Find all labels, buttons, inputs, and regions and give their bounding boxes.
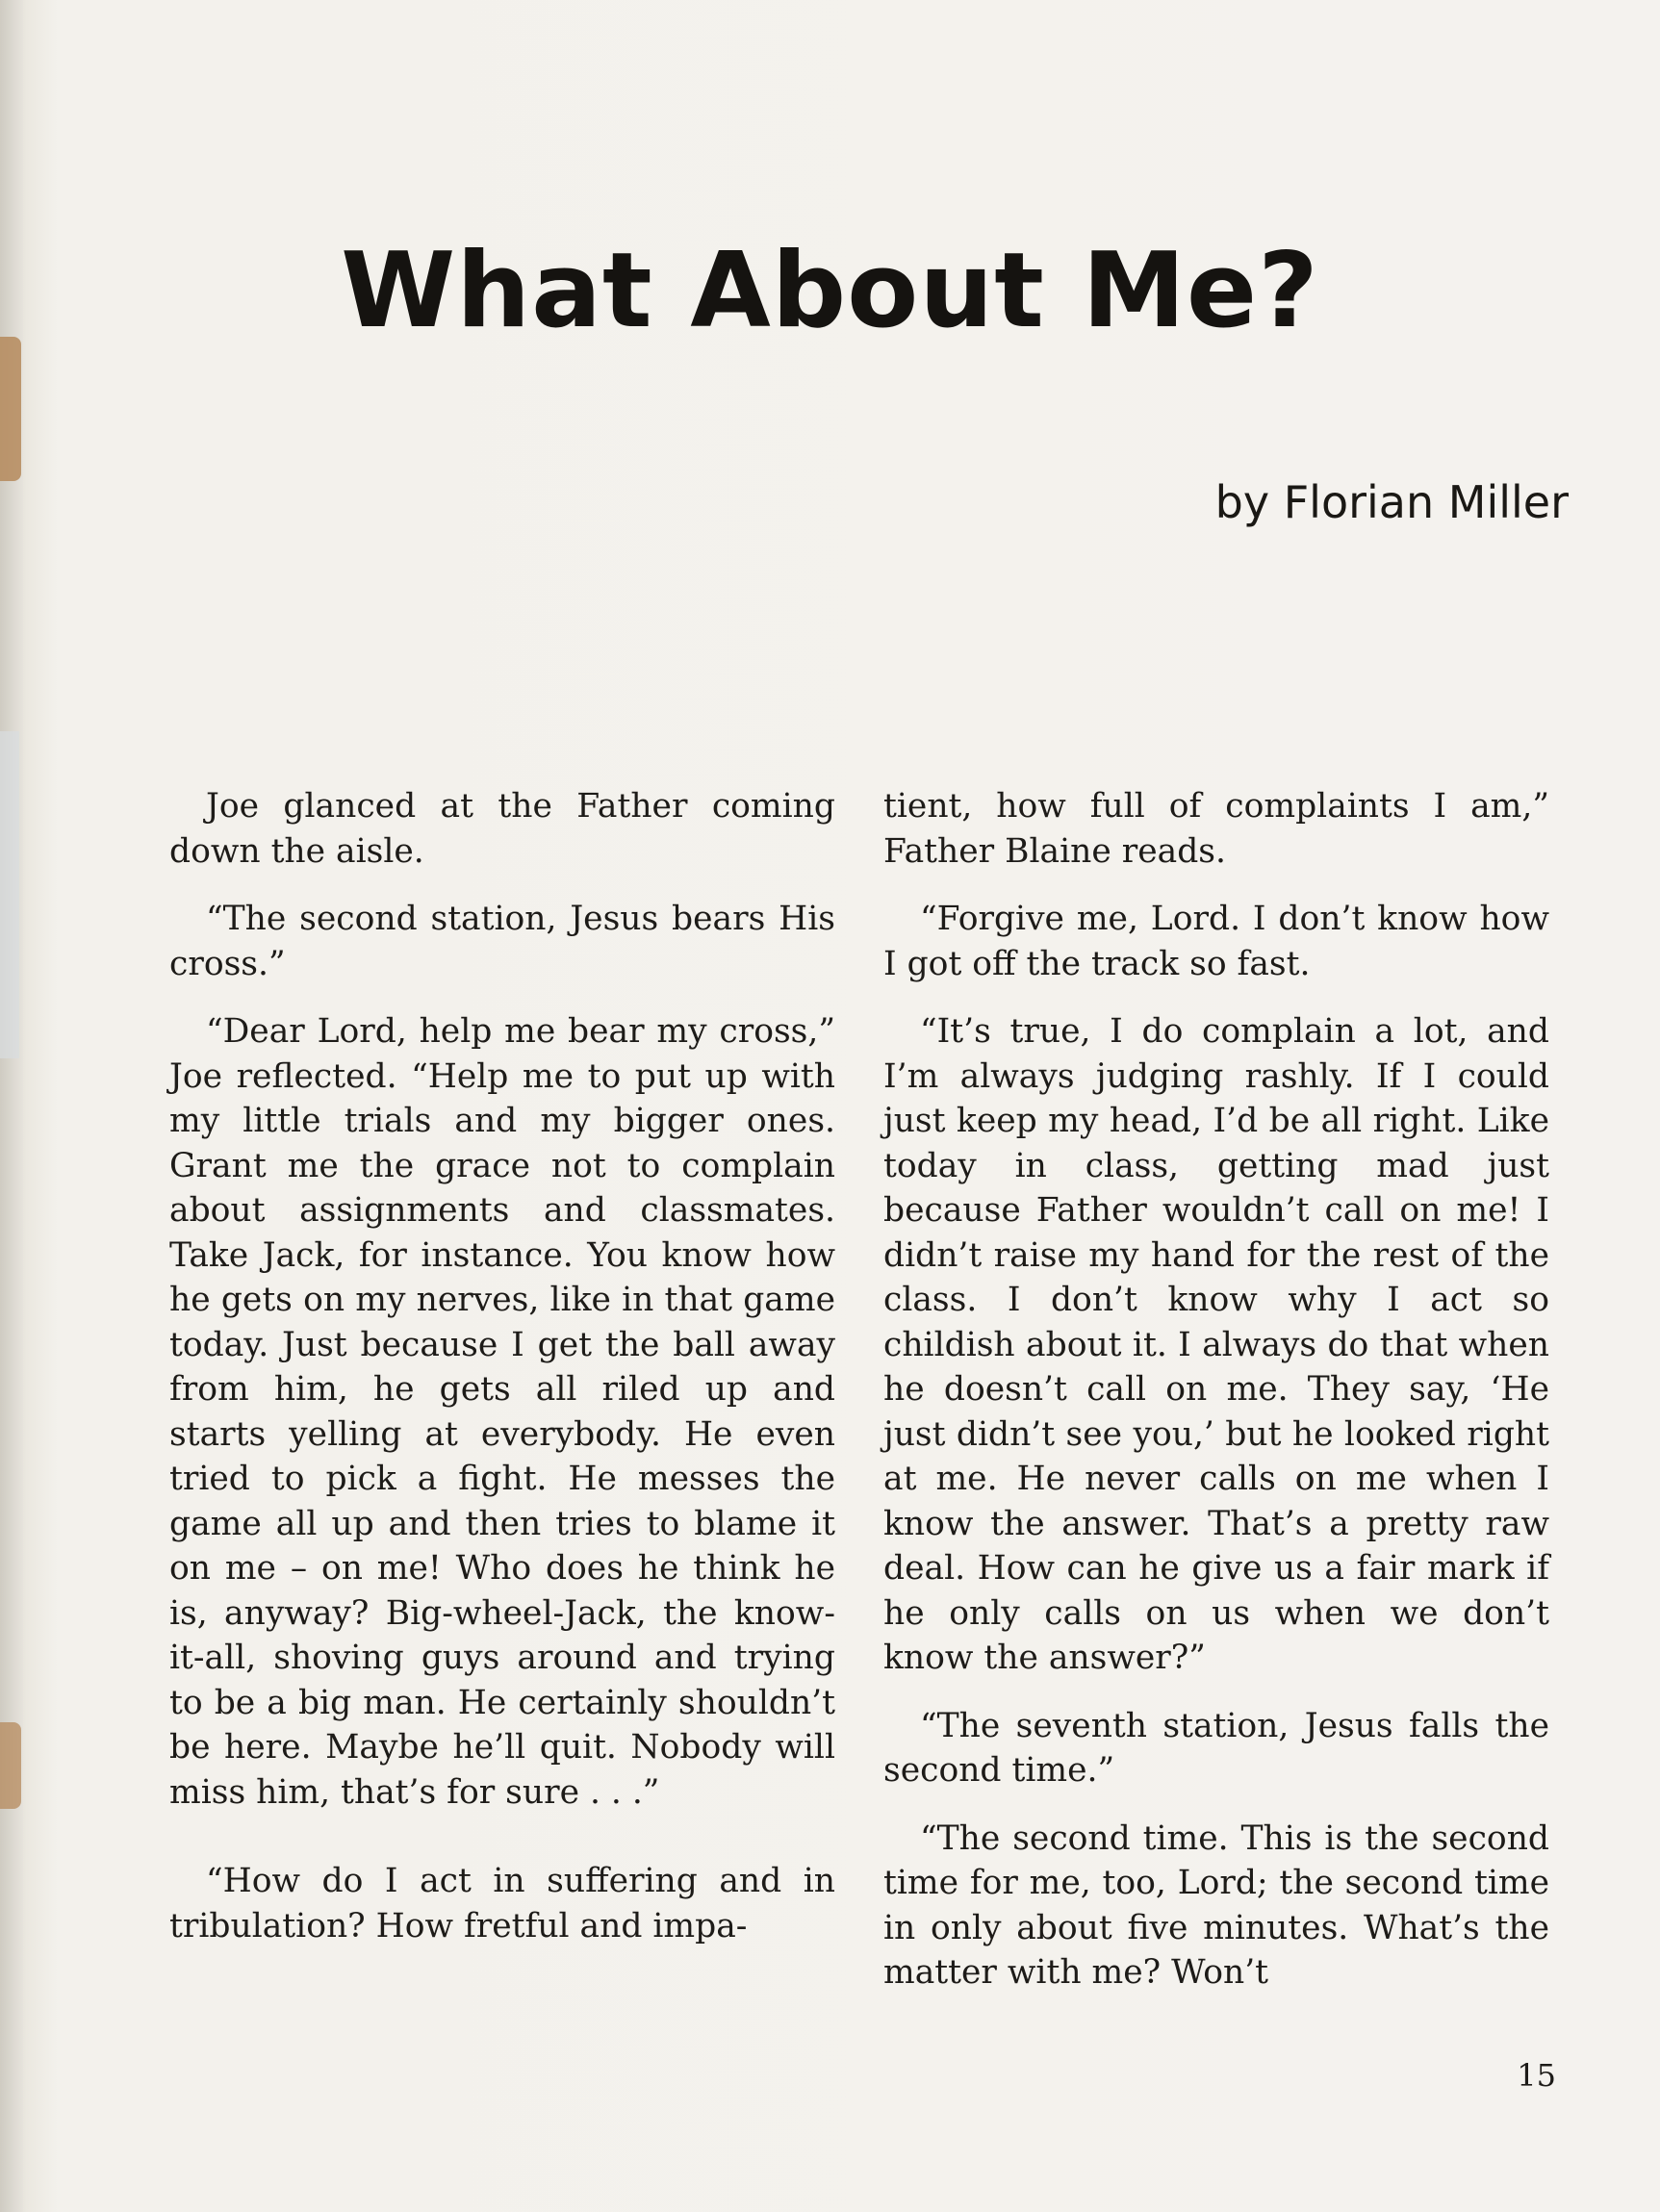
paragraph: “Dear Lord, help me bear my cross,” Joe reflected. “Help me to put up with my little trials and my bigger ones. Grant me the grace not to complain about assignments and classmates. Take Jack, for instance. You know how he gets on my nerves, like in that game today. Just because I get the ball away from him, he gets all riled up and starts yelling at everybody. He even tried to pick a fight. He messes the game all up and then tries to blame it on me – on me! Who does he think he is, anyway? Big-wheel-Jack, the know-it-all, shoving guys around and trying to be a big man. He certainly shouldn’t be here. Maybe he’ll quit. Nobody will miss him, that’s for sure . . .” — [169, 1012, 835, 1812]
paragraph: Joe glanced at the Father coming down the aisle. — [169, 787, 835, 871]
article-title: What About Me? — [341, 231, 1319, 351]
paragraph: “The seventh station, Jesus falls the second time.” — [883, 1706, 1549, 1790]
page-edge-stain — [0, 337, 21, 481]
paragraph: tient, how full of complaints I am,” Father Blaine reads. — [883, 787, 1549, 871]
page-number: 15 — [1517, 2057, 1556, 2094]
paragraph: “How do I act in suffering and in tribulation? How fretful and impa- — [169, 1862, 835, 1945]
right-text-column — [883, 784, 1549, 2019]
paragraph: “It’s true, I do complain a lot, and I’m always judging rashly. If I could just keep my head, I’d be all right. Like today in class, getting mad just because Father wouldn’t call on me! I didn’t raise my hand for the rest of the class. I don’t know why I act so childish about it. I always do that when he doesn’t call on me. They say, ‘He just didn’t see you,’ but he looked right at me. He never calls on me when I know the answer. That’s a pretty raw deal. How can he give us a fair mark if he only calls on us when we don’t know the answer?” — [883, 1012, 1549, 1677]
paragraph: “Forgive me, Lord. I don’t know how I got off the track so fast. — [883, 900, 1549, 983]
page-edge-discoloration — [0, 731, 19, 1058]
left-text-column — [169, 784, 835, 1971]
paragraph: “The second station, Jesus bears His cross.” — [169, 900, 835, 983]
paragraph: “The second time. This is the second time for me, too, Lord; the second time in only about five minutes. What’s the matter with me? Won’t — [883, 1818, 1549, 1992]
page-edge-stain — [0, 1722, 21, 1809]
article-byline: by Florian Miller — [1214, 476, 1569, 528]
